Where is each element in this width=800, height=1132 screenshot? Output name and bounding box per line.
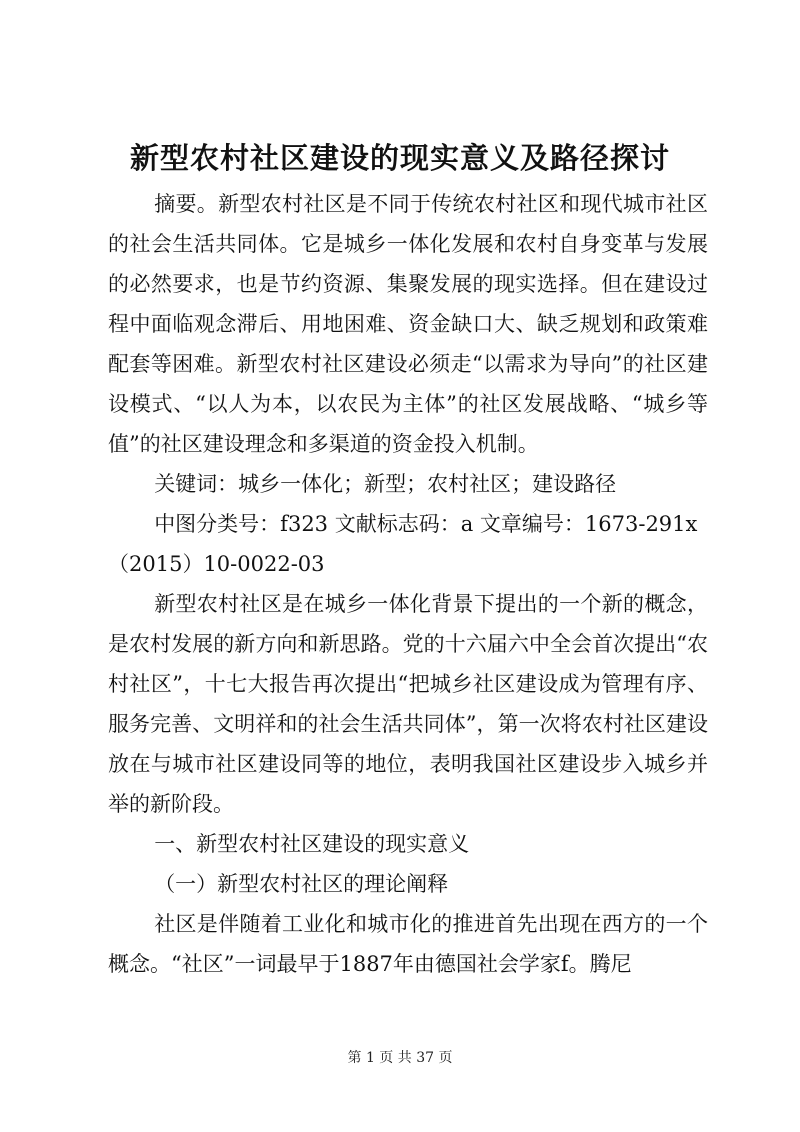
body-paragraph: 社区是伴随着工业化和城市化的推进首先出现在西方的一个概念。“社区”一词最早于1887年由德国社会学家f。腾尼 bbox=[108, 912, 708, 976]
keywords-line: 关键词：城乡一体化；新型；农村社区；建设路径 bbox=[154, 472, 617, 496]
section-heading: 一、新型农村社区建设的现实意义 bbox=[154, 832, 470, 856]
issue-number-line: （2015）10-0022-03 bbox=[108, 552, 325, 576]
abstract-paragraph: 摘要。新型农村社区是不同于传统农村社区和现代城市社区的社会生活共同体。它是城乡一体化发展和农村自身变革与发展的必然要求，也是节约资源、集聚发展的现实选择。但在建设过程中面临观念滞后、用地困难、资金缺口大、缺乏规划和政策难配套等困难。新型农村社区建设必须走“以需求为导向”的社区建设模式、“以人为本，以农民为主体”的社区发展战略、“城乡等值”的社区建设理念和多渠道的资金投入机制。 bbox=[108, 192, 708, 456]
document-body bbox=[108, 184, 708, 984]
page-footer: 第 1 页 共 37 页 bbox=[347, 1050, 453, 1066]
intro-paragraph: 新型农村社区是在城乡一体化背景下提出的一个新的概念，是农村发展的新方向和新思路。党的十六届六中全会首次提出“农村社区”，十七大报告再次提出“把城乡社区建设成为管理有序、服务完善、文明祥和的社会生活共同体”，第一次将农村社区建设放在与城市社区建设同等的地位，表明我国社区建设步入城乡并举的新阶段。 bbox=[108, 592, 708, 816]
classification-line: 中图分类号：f323 文献标志码：a 文章编号：1673-291x bbox=[154, 512, 698, 536]
document-title: 新型农村社区建设的现实意义及路径探讨 bbox=[129, 141, 670, 175]
subsection-heading: （一）新型农村社区的理论阐释 bbox=[154, 872, 449, 896]
